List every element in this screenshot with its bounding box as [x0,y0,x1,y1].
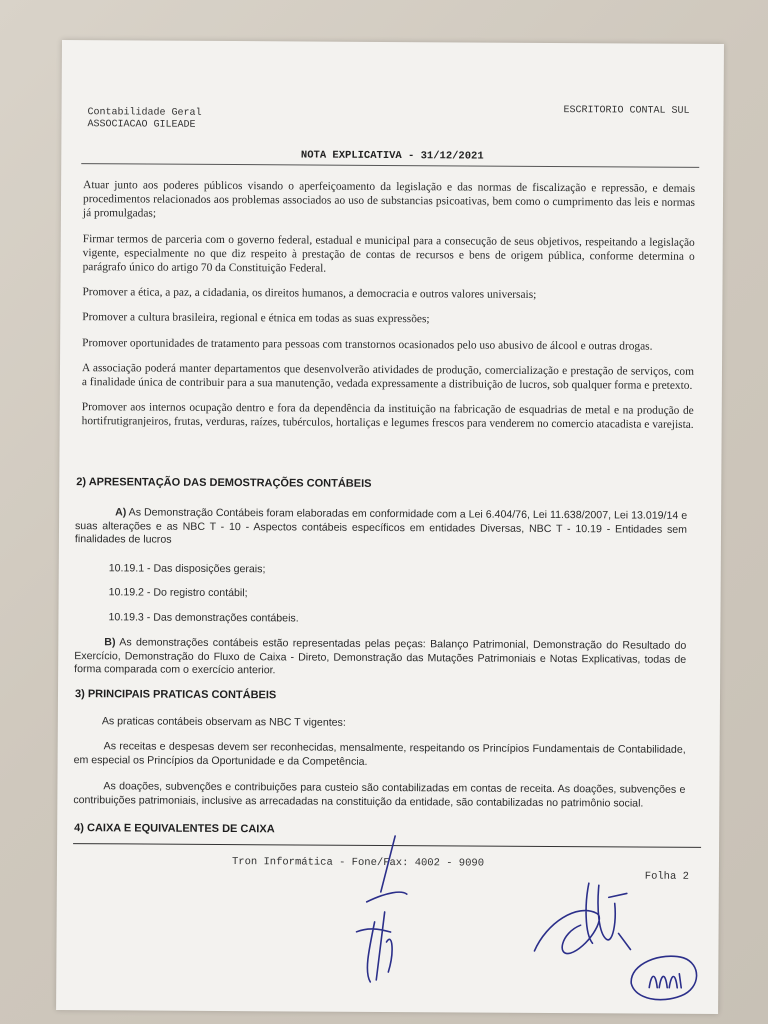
page-number: Folha 2 [644,870,689,883]
paragraph: Atuar junto aos poderes públicos visando o aperfeiçoamento da legislação e das normas de fiscalização e repressão, e demais procedimentos relacionados aos problemas associados ao uso de substancias psicoativas, bem como o cumprimento das leis e normas já promulgadas; [82,179,696,220]
item-b-text: As demonstrações contábeis estão representadas pelas peças: Balanço Patrimonial, Demonstração do Resultado do Exercício, Demonstração do Fluxo de Caixa - Direto, Demonstração das Mutações Patrimoniais e Notas Explicativas, todas de forma comparada com o exercício anterior. [74,636,687,677]
paragraph: Promover aos internos ocupação dentro e fora da dependência da instituição na fabricação de esquadrias de metal e na produção de hortifrutigranjeiros, frutas, verduras, raízes, tubérculos, hortaliças e legumes frescos para venderem no comercio atacadista e varejista. [81,401,694,432]
paragraph: Promover a cultura brasileira, regional e étnica em todas as suas expressões; [82,311,430,326]
section-3-intro: As praticas contábeis observam as NBC T vigentes: [101,715,346,729]
section-2-item-a [75,506,687,551]
paragraph: Firmar termos de parceria com o governo federal, estadual e municipal para a consecução de seus objetivos, respeitando a legislação vigente, especialmente no que diz respeito à prestação de contas de recursos e bens de origem pública, conforme determina o parágrafo único do artigo 70 da Constituição Federal. [82,232,695,275]
section-2-item-b [74,636,686,681]
list-item: 10.19.3 - Das demonstrações contábeis. [108,611,299,625]
section-3-doacoes [73,780,685,811]
list-item: 10.19.1 - Das disposições gerais; [108,562,266,576]
objectives-text [82,178,696,443]
header-office: ESCRITORIO CONTAL SUL [563,105,690,117]
item-a-marker: A) [115,506,127,519]
item-b-marker: B) [104,636,116,649]
list-item: 10.19.2 - Do registro contábil; [108,586,248,600]
receitas-text: As receitas e despesas devem ser reconhecidas, mensalmente, respeitando os Princípios Fundamentais de Contabilidade, em especial os Princípios da Oportunidade e da Competência. [73,740,686,768]
paragraph: A associação poderá manter departamentos que desenvolverão atividades de produção, comercialização e prestação de serviços, com a finalidade única de contribuir para a sua manutenção, vedada expressamente a distribuição de lucros, sob qualquer forma e pretexto. [81,361,695,392]
paragraph: Promover a ética, a paz, a cidadania, os direitos humanos, a democracia e outros valores universais; [82,286,537,302]
item-a-text: As Demonstração Contábeis foram elaboradas em conformidade com a Lei 6.404/76, Lei 11.638/2007, Lei 13.019/14 e suas alterações e as NBC T - 10 - Aspectos contábeis específicos em entidades Diversas, NBC T - 10.19 - Entidades sem finalidades de lucros [74,506,688,546]
document-title: NOTA EXPLICATIVA - 31/12/2021 [300,149,484,163]
section-4-title: 4) CAIXA E EQUIVALENTES DE CAIXA [74,822,275,836]
header-divider [81,163,699,168]
footer-contact: Tron Informática - Fone/Fax: 4002 - 9090 [231,856,485,870]
section-3-title: 3) PRINCIPAIS PRATICAS CONTÁBEIS [74,688,277,702]
section-3-receitas [74,740,686,771]
doacoes-text: As doações, subvenções e contribuições para custeio são contabilizadas em contas de receita. As doações, subvenções e contribuições patrimoniais, inclusive as arrecadadas na constituição da entidade, são contabilizadas no patrimônio social. [73,780,686,810]
section-2-title: 2) APRESENTAÇÃO DAS DEMOSTRAÇÕES CONTÁBEIS [76,476,372,490]
document-page [56,40,724,1014]
paragraph: Promover oportunidades de tratamento para pessoas com transtornos ocasionados pelo uso abusivo de álcool e outras drogas. [82,336,653,353]
header-left [87,107,201,132]
header-dept: Contabilidade Geral [87,107,202,119]
header-entity: ASSOCIACAO GILEADE [87,119,196,131]
initials-mark [621,943,711,1008]
signature-1 [346,832,427,992]
